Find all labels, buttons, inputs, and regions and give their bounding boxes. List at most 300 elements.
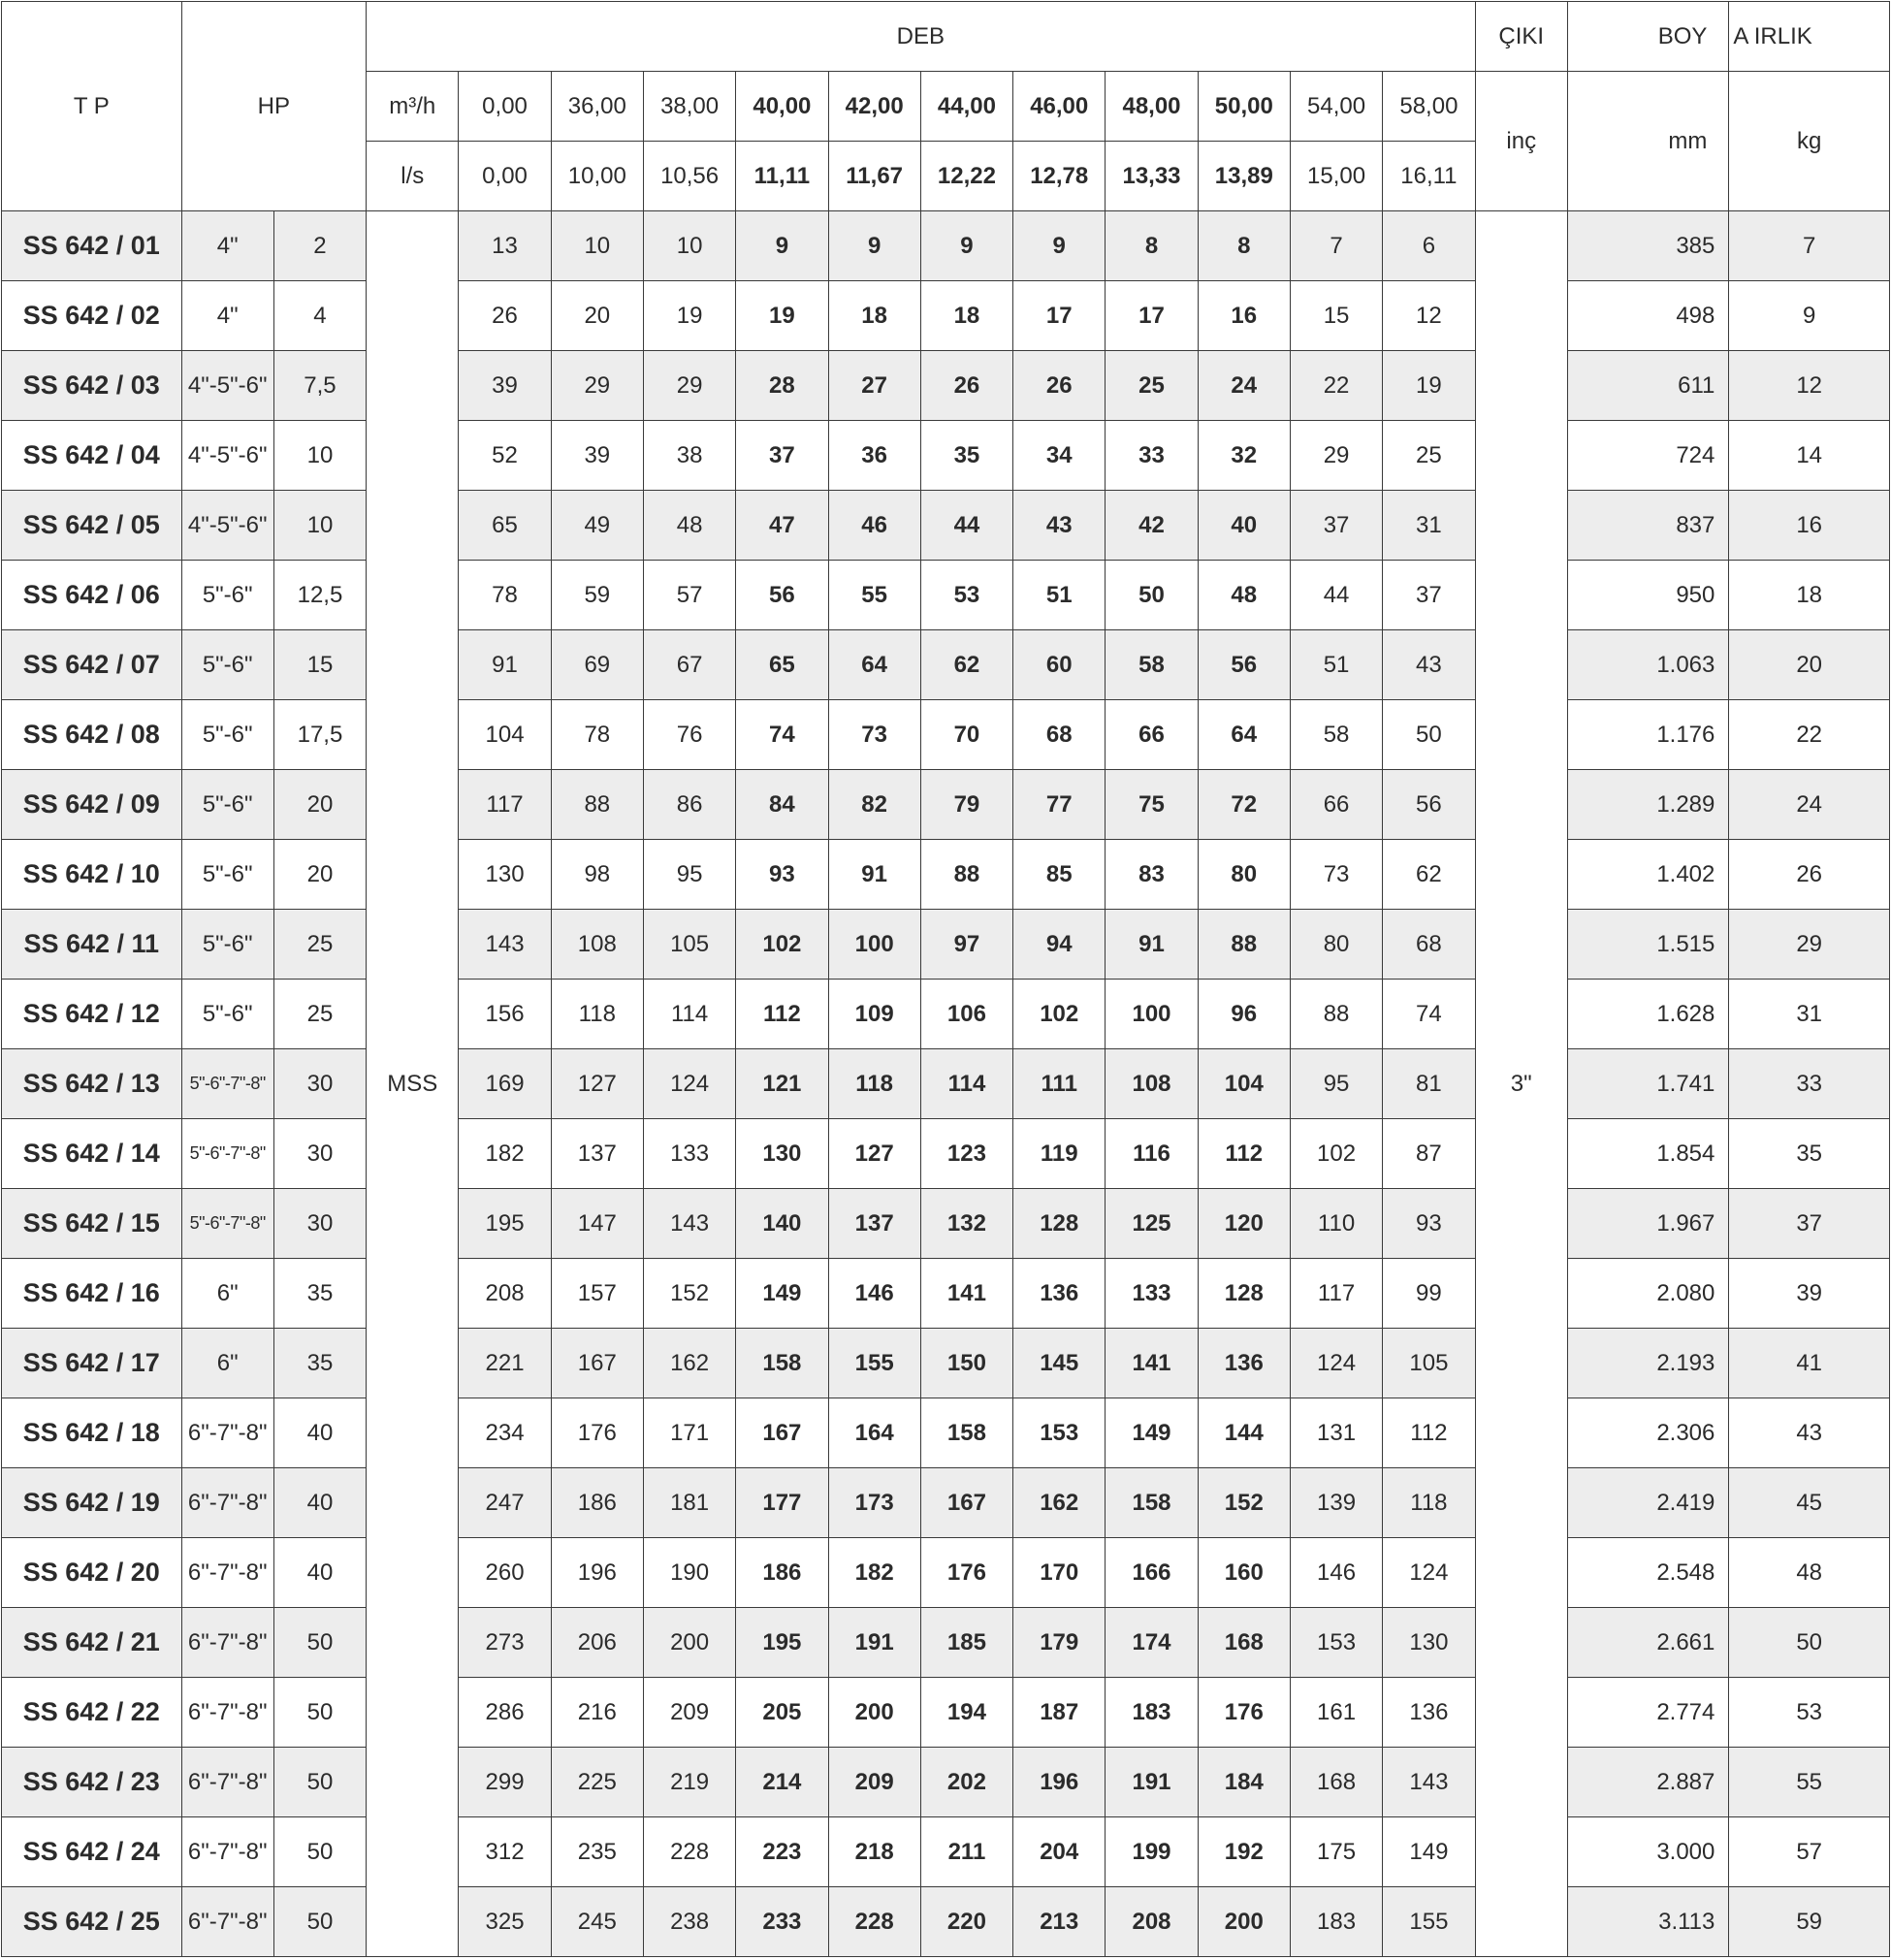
head-value: 26 bbox=[920, 351, 1012, 421]
pump-length: 1.402 bbox=[1567, 840, 1729, 910]
pump-length: 1.741 bbox=[1567, 1049, 1729, 1119]
head-value: 8 bbox=[1198, 211, 1290, 281]
head-value: 153 bbox=[1013, 1398, 1106, 1468]
head-value: 18 bbox=[828, 281, 920, 351]
pump-type: SS 642 / 01 bbox=[2, 211, 182, 281]
pump-weight: 29 bbox=[1729, 910, 1890, 980]
head-value: 88 bbox=[1198, 910, 1290, 980]
head-value: 105 bbox=[643, 910, 735, 980]
flow-value: 54,00 bbox=[1290, 72, 1382, 142]
head-value: 166 bbox=[1106, 1538, 1198, 1608]
head-value: 234 bbox=[459, 1398, 551, 1468]
head-value: 70 bbox=[920, 700, 1012, 770]
head-value: 26 bbox=[1013, 351, 1106, 421]
pump-type: SS 642 / 23 bbox=[2, 1748, 182, 1817]
head-value: 245 bbox=[551, 1887, 643, 1957]
pump-type: SS 642 / 16 bbox=[2, 1259, 182, 1329]
flow-value: 38,00 bbox=[643, 72, 735, 142]
table-row bbox=[2, 910, 1890, 980]
table-row bbox=[2, 1817, 1890, 1887]
pump-weight: 14 bbox=[1729, 421, 1890, 491]
head-value: 186 bbox=[551, 1468, 643, 1538]
header-outlet: ÇIKI bbox=[1475, 2, 1567, 72]
pump-type: SS 642 / 18 bbox=[2, 1398, 182, 1468]
table-row bbox=[2, 491, 1890, 561]
head-value: 44 bbox=[1290, 561, 1382, 630]
flow-value: 50,00 bbox=[1198, 72, 1290, 142]
head-value: 286 bbox=[459, 1678, 551, 1748]
head-value: 123 bbox=[920, 1119, 1012, 1189]
head-value: 66 bbox=[1290, 770, 1382, 840]
head-value: 33 bbox=[1106, 421, 1198, 491]
head-value: 155 bbox=[1383, 1887, 1475, 1957]
header-flow: DEB bbox=[367, 2, 1475, 72]
head-value: 312 bbox=[459, 1817, 551, 1887]
head-value: 83 bbox=[1106, 840, 1198, 910]
head-value: 29 bbox=[643, 351, 735, 421]
head-value: 118 bbox=[551, 980, 643, 1049]
head-value: 68 bbox=[1383, 910, 1475, 980]
head-value: 78 bbox=[551, 700, 643, 770]
head-value: 112 bbox=[736, 980, 828, 1049]
head-value: 146 bbox=[828, 1259, 920, 1329]
pump-length: 1.854 bbox=[1567, 1119, 1729, 1189]
head-value: 65 bbox=[736, 630, 828, 700]
head-value: 179 bbox=[1013, 1608, 1106, 1678]
head-value: 65 bbox=[459, 491, 551, 561]
well-size: 6" bbox=[181, 1259, 273, 1329]
pump-weight: 20 bbox=[1729, 630, 1890, 700]
head-value: 15 bbox=[1290, 281, 1382, 351]
table-row bbox=[2, 770, 1890, 840]
table-row bbox=[2, 840, 1890, 910]
head-value: 109 bbox=[828, 980, 920, 1049]
flow-value: 13,89 bbox=[1198, 142, 1290, 211]
pump-length: 1.176 bbox=[1567, 700, 1729, 770]
pump-length: 2.887 bbox=[1567, 1748, 1729, 1817]
head-value: 167 bbox=[920, 1468, 1012, 1538]
head-value: 196 bbox=[551, 1538, 643, 1608]
head-value: 67 bbox=[643, 630, 735, 700]
head-value: 130 bbox=[1383, 1608, 1475, 1678]
table-header bbox=[2, 2, 1890, 211]
pump-weight: 35 bbox=[1729, 1119, 1890, 1189]
well-size: 5"-6" bbox=[181, 700, 273, 770]
head-value: 220 bbox=[920, 1887, 1012, 1957]
head-value: 170 bbox=[1013, 1538, 1106, 1608]
head-value: 191 bbox=[1106, 1748, 1198, 1817]
head-value: 187 bbox=[1013, 1678, 1106, 1748]
head-value: 112 bbox=[1383, 1398, 1475, 1468]
head-value: 27 bbox=[828, 351, 920, 421]
head-value: 108 bbox=[551, 910, 643, 980]
well-size: 4"-5"-6" bbox=[181, 421, 273, 491]
head-value: 235 bbox=[551, 1817, 643, 1887]
head-value: 127 bbox=[551, 1049, 643, 1119]
head-value: 247 bbox=[459, 1468, 551, 1538]
horsepower: 40 bbox=[273, 1538, 366, 1608]
well-size: 4" bbox=[181, 211, 273, 281]
head-value: 209 bbox=[828, 1748, 920, 1817]
pump-type: SS 642 / 07 bbox=[2, 630, 182, 700]
horsepower: 15 bbox=[273, 630, 366, 700]
head-value: 39 bbox=[551, 421, 643, 491]
head-value: 131 bbox=[1290, 1398, 1382, 1468]
horsepower: 50 bbox=[273, 1817, 366, 1887]
head-value: 49 bbox=[551, 491, 643, 561]
head-value: 19 bbox=[736, 281, 828, 351]
head-value: 69 bbox=[551, 630, 643, 700]
head-value: 216 bbox=[551, 1678, 643, 1748]
head-value: 9 bbox=[736, 211, 828, 281]
head-value: 200 bbox=[828, 1678, 920, 1748]
table-row bbox=[2, 980, 1890, 1049]
pump-type: SS 642 / 25 bbox=[2, 1887, 182, 1957]
head-value: 58 bbox=[1290, 700, 1382, 770]
well-size: 5"-6" bbox=[181, 840, 273, 910]
head-value: 128 bbox=[1198, 1259, 1290, 1329]
pump-length: 1.289 bbox=[1567, 770, 1729, 840]
head-value: 196 bbox=[1013, 1748, 1106, 1817]
head-value: 44 bbox=[920, 491, 1012, 561]
table-row bbox=[2, 1189, 1890, 1259]
horsepower: 20 bbox=[273, 770, 366, 840]
head-value: 130 bbox=[736, 1119, 828, 1189]
horsepower: 35 bbox=[273, 1329, 366, 1398]
head-value: 10 bbox=[551, 211, 643, 281]
flow-value: 12,78 bbox=[1013, 142, 1106, 211]
pump-length: 385 bbox=[1567, 211, 1729, 281]
head-value: 106 bbox=[920, 980, 1012, 1049]
horsepower: 10 bbox=[273, 421, 366, 491]
well-size: 5"-6" bbox=[181, 770, 273, 840]
table-row bbox=[2, 700, 1890, 770]
head-value: 93 bbox=[1383, 1189, 1475, 1259]
head-value: 88 bbox=[920, 840, 1012, 910]
head-value: 175 bbox=[1290, 1817, 1382, 1887]
head-value: 169 bbox=[459, 1049, 551, 1119]
head-value: 84 bbox=[736, 770, 828, 840]
head-value: 50 bbox=[1383, 700, 1475, 770]
head-value: 18 bbox=[920, 281, 1012, 351]
head-value: 10 bbox=[643, 211, 735, 281]
head-value: 60 bbox=[1013, 630, 1106, 700]
head-value: 86 bbox=[643, 770, 735, 840]
pump-type: SS 642 / 12 bbox=[2, 980, 182, 1049]
head-value: 94 bbox=[1013, 910, 1106, 980]
head-value: 156 bbox=[459, 980, 551, 1049]
head-value: 219 bbox=[643, 1748, 735, 1817]
horsepower: 30 bbox=[273, 1189, 366, 1259]
head-value: 62 bbox=[920, 630, 1012, 700]
head-value: 124 bbox=[1290, 1329, 1382, 1398]
pump-weight: 57 bbox=[1729, 1817, 1890, 1887]
head-value: 168 bbox=[1198, 1608, 1290, 1678]
table-row bbox=[2, 630, 1890, 700]
pump-type: SS 642 / 02 bbox=[2, 281, 182, 351]
head-value: 132 bbox=[920, 1189, 1012, 1259]
pump-weight: 22 bbox=[1729, 700, 1890, 770]
horsepower: 7,5 bbox=[273, 351, 366, 421]
head-value: 64 bbox=[1198, 700, 1290, 770]
pump-performance-table bbox=[1, 1, 1890, 1957]
head-value: 6 bbox=[1383, 211, 1475, 281]
head-value: 150 bbox=[920, 1329, 1012, 1398]
head-value: 66 bbox=[1106, 700, 1198, 770]
well-size: 6"-7"-8" bbox=[181, 1887, 273, 1957]
head-value: 158 bbox=[736, 1329, 828, 1398]
flow-value: 11,67 bbox=[828, 142, 920, 211]
head-value: 147 bbox=[551, 1189, 643, 1259]
header-weight: A IRLIK bbox=[1729, 2, 1890, 72]
head-value: 85 bbox=[1013, 840, 1106, 910]
head-value: 55 bbox=[828, 561, 920, 630]
head-value: 152 bbox=[643, 1259, 735, 1329]
well-size: 5"-6" bbox=[181, 980, 273, 1049]
table-row bbox=[2, 1119, 1890, 1189]
horsepower: 20 bbox=[273, 840, 366, 910]
head-value: 184 bbox=[1198, 1748, 1290, 1817]
head-value: 20 bbox=[551, 281, 643, 351]
head-value: 36 bbox=[828, 421, 920, 491]
head-value: 19 bbox=[1383, 351, 1475, 421]
horsepower: 4 bbox=[273, 281, 366, 351]
head-value: 88 bbox=[551, 770, 643, 840]
head-value: 118 bbox=[828, 1049, 920, 1119]
unit-ls: l/s bbox=[367, 142, 459, 211]
pump-type: SS 642 / 14 bbox=[2, 1119, 182, 1189]
head-value: 31 bbox=[1383, 491, 1475, 561]
head-value: 177 bbox=[736, 1468, 828, 1538]
head-value: 47 bbox=[736, 491, 828, 561]
head-value: 88 bbox=[1290, 980, 1382, 1049]
head-value: 186 bbox=[736, 1538, 828, 1608]
head-value: 17 bbox=[1013, 281, 1106, 351]
head-value: 118 bbox=[1383, 1468, 1475, 1538]
head-value: 176 bbox=[551, 1398, 643, 1468]
head-value: 62 bbox=[1383, 840, 1475, 910]
head-value: 140 bbox=[736, 1189, 828, 1259]
pump-type: SS 642 / 09 bbox=[2, 770, 182, 840]
head-value: 37 bbox=[1290, 491, 1382, 561]
head-value: 205 bbox=[736, 1678, 828, 1748]
flow-value: 36,00 bbox=[551, 72, 643, 142]
head-value: 233 bbox=[736, 1887, 828, 1957]
head-value: 28 bbox=[736, 351, 828, 421]
head-value: 57 bbox=[643, 561, 735, 630]
horsepower: 30 bbox=[273, 1049, 366, 1119]
flow-value: 15,00 bbox=[1290, 142, 1382, 211]
head-value: 100 bbox=[828, 910, 920, 980]
head-value: 51 bbox=[1013, 561, 1106, 630]
head-value: 130 bbox=[459, 840, 551, 910]
head-value: 64 bbox=[828, 630, 920, 700]
well-size: 5"-6" bbox=[181, 910, 273, 980]
horsepower: 50 bbox=[273, 1887, 366, 1957]
head-value: 74 bbox=[1383, 980, 1475, 1049]
head-value: 104 bbox=[1198, 1049, 1290, 1119]
pump-length: 2.419 bbox=[1567, 1468, 1729, 1538]
pump-length: 3.000 bbox=[1567, 1817, 1729, 1887]
head-value: 102 bbox=[736, 910, 828, 980]
head-value: 200 bbox=[1198, 1887, 1290, 1957]
table-row bbox=[2, 421, 1890, 491]
horsepower: 50 bbox=[273, 1748, 366, 1817]
pump-type: SS 642 / 17 bbox=[2, 1329, 182, 1398]
head-value: 117 bbox=[459, 770, 551, 840]
head-value: 121 bbox=[736, 1049, 828, 1119]
head-value: 17 bbox=[1106, 281, 1198, 351]
head-value: 158 bbox=[1106, 1468, 1198, 1538]
head-value: 195 bbox=[736, 1608, 828, 1678]
head-value: 195 bbox=[459, 1189, 551, 1259]
head-value: 56 bbox=[736, 561, 828, 630]
head-value: 136 bbox=[1013, 1259, 1106, 1329]
flow-value: 46,00 bbox=[1013, 72, 1106, 142]
head-value: 43 bbox=[1013, 491, 1106, 561]
well-size: 6"-7"-8" bbox=[181, 1678, 273, 1748]
head-value: 73 bbox=[828, 700, 920, 770]
head-value: 149 bbox=[736, 1259, 828, 1329]
pump-type: SS 642 / 08 bbox=[2, 700, 182, 770]
head-value: 168 bbox=[1290, 1748, 1382, 1817]
head-value: 43 bbox=[1383, 630, 1475, 700]
table-row bbox=[2, 561, 1890, 630]
head-value: 194 bbox=[920, 1678, 1012, 1748]
well-size: 6"-7"-8" bbox=[181, 1817, 273, 1887]
head-value: 48 bbox=[1198, 561, 1290, 630]
head-value: 96 bbox=[1198, 980, 1290, 1049]
head-value: 102 bbox=[1290, 1119, 1382, 1189]
pump-type: SS 642 / 06 bbox=[2, 561, 182, 630]
head-value: 173 bbox=[828, 1468, 920, 1538]
head-value: 114 bbox=[920, 1049, 1012, 1119]
head-value: 53 bbox=[920, 561, 1012, 630]
head-value: 13 bbox=[459, 211, 551, 281]
horsepower: 10 bbox=[273, 491, 366, 561]
unit-mm: mm bbox=[1567, 72, 1729, 211]
pump-weight: 48 bbox=[1729, 1538, 1890, 1608]
head-value: 82 bbox=[828, 770, 920, 840]
head-value: 149 bbox=[1106, 1398, 1198, 1468]
head-value: 22 bbox=[1290, 351, 1382, 421]
head-value: 58 bbox=[1106, 630, 1198, 700]
head-value: 158 bbox=[920, 1398, 1012, 1468]
pump-weight: 26 bbox=[1729, 840, 1890, 910]
header-length: BOY bbox=[1567, 2, 1729, 72]
pump-weight: 31 bbox=[1729, 980, 1890, 1049]
pump-weight: 7 bbox=[1729, 211, 1890, 281]
table-row bbox=[2, 1887, 1890, 1957]
flow-value: 42,00 bbox=[828, 72, 920, 142]
pump-weight: 12 bbox=[1729, 351, 1890, 421]
head-value: 52 bbox=[459, 421, 551, 491]
head-value: 208 bbox=[1106, 1887, 1198, 1957]
head-value: 209 bbox=[643, 1678, 735, 1748]
head-value: 136 bbox=[1198, 1329, 1290, 1398]
table-row bbox=[2, 351, 1890, 421]
pump-length: 950 bbox=[1567, 561, 1729, 630]
head-value: 208 bbox=[459, 1259, 551, 1329]
head-value: 200 bbox=[643, 1608, 735, 1678]
head-value: 120 bbox=[1198, 1189, 1290, 1259]
pump-weight: 37 bbox=[1729, 1189, 1890, 1259]
head-value: 114 bbox=[643, 980, 735, 1049]
table-row bbox=[2, 1538, 1890, 1608]
head-value: 77 bbox=[1013, 770, 1106, 840]
head-value: 218 bbox=[828, 1817, 920, 1887]
pump-type: SS 642 / 10 bbox=[2, 840, 182, 910]
well-size: 6" bbox=[181, 1329, 273, 1398]
pump-weight: 43 bbox=[1729, 1398, 1890, 1468]
head-value: 273 bbox=[459, 1608, 551, 1678]
head-value: 79 bbox=[920, 770, 1012, 840]
pump-type: SS 642 / 21 bbox=[2, 1608, 182, 1678]
head-value: 183 bbox=[1106, 1678, 1198, 1748]
head-value: 91 bbox=[459, 630, 551, 700]
flow-value: 58,00 bbox=[1383, 72, 1475, 142]
pump-weight: 50 bbox=[1729, 1608, 1890, 1678]
head-value: 72 bbox=[1198, 770, 1290, 840]
unit-inch: inç bbox=[1475, 72, 1567, 211]
head-value: 136 bbox=[1383, 1678, 1475, 1748]
head-value: 143 bbox=[643, 1189, 735, 1259]
head-value: 110 bbox=[1290, 1189, 1382, 1259]
head-value: 100 bbox=[1106, 980, 1198, 1049]
horsepower: 25 bbox=[273, 910, 366, 980]
head-value: 9 bbox=[1013, 211, 1106, 281]
head-value: 211 bbox=[920, 1817, 1012, 1887]
pump-type: SS 642 / 11 bbox=[2, 910, 182, 980]
flow-value: 10,56 bbox=[643, 142, 735, 211]
head-value: 139 bbox=[1290, 1468, 1382, 1538]
head-value: 46 bbox=[828, 491, 920, 561]
pump-length: 1.515 bbox=[1567, 910, 1729, 980]
head-value: 29 bbox=[1290, 421, 1382, 491]
head-value: 164 bbox=[828, 1398, 920, 1468]
head-value: 12 bbox=[1383, 281, 1475, 351]
head-value: 143 bbox=[1383, 1748, 1475, 1817]
horsepower: 25 bbox=[273, 980, 366, 1049]
pump-type: SS 642 / 04 bbox=[2, 421, 182, 491]
head-value: 174 bbox=[1106, 1608, 1198, 1678]
head-value: 80 bbox=[1198, 840, 1290, 910]
pump-length: 1.628 bbox=[1567, 980, 1729, 1049]
well-size: 5"-6" bbox=[181, 630, 273, 700]
head-value: 37 bbox=[1383, 561, 1475, 630]
pump-length: 2.193 bbox=[1567, 1329, 1729, 1398]
pump-length: 3.113 bbox=[1567, 1887, 1729, 1957]
head-value: 325 bbox=[459, 1887, 551, 1957]
unit-m3h: m³/h bbox=[367, 72, 459, 142]
head-value: 80 bbox=[1290, 910, 1382, 980]
head-value: 42 bbox=[1106, 491, 1198, 561]
head-value: 137 bbox=[828, 1189, 920, 1259]
head-value: 19 bbox=[643, 281, 735, 351]
head-value: 155 bbox=[828, 1329, 920, 1398]
head-value: 35 bbox=[920, 421, 1012, 491]
pump-type: SS 642 / 05 bbox=[2, 491, 182, 561]
head-value: 162 bbox=[1013, 1468, 1106, 1538]
pump-weight: 18 bbox=[1729, 561, 1890, 630]
head-value: 95 bbox=[643, 840, 735, 910]
pump-type: SS 642 / 22 bbox=[2, 1678, 182, 1748]
head-value: 141 bbox=[920, 1259, 1012, 1329]
head-value: 91 bbox=[1106, 910, 1198, 980]
head-value: 124 bbox=[643, 1049, 735, 1119]
pump-type: SS 642 / 03 bbox=[2, 351, 182, 421]
head-value: 190 bbox=[643, 1538, 735, 1608]
